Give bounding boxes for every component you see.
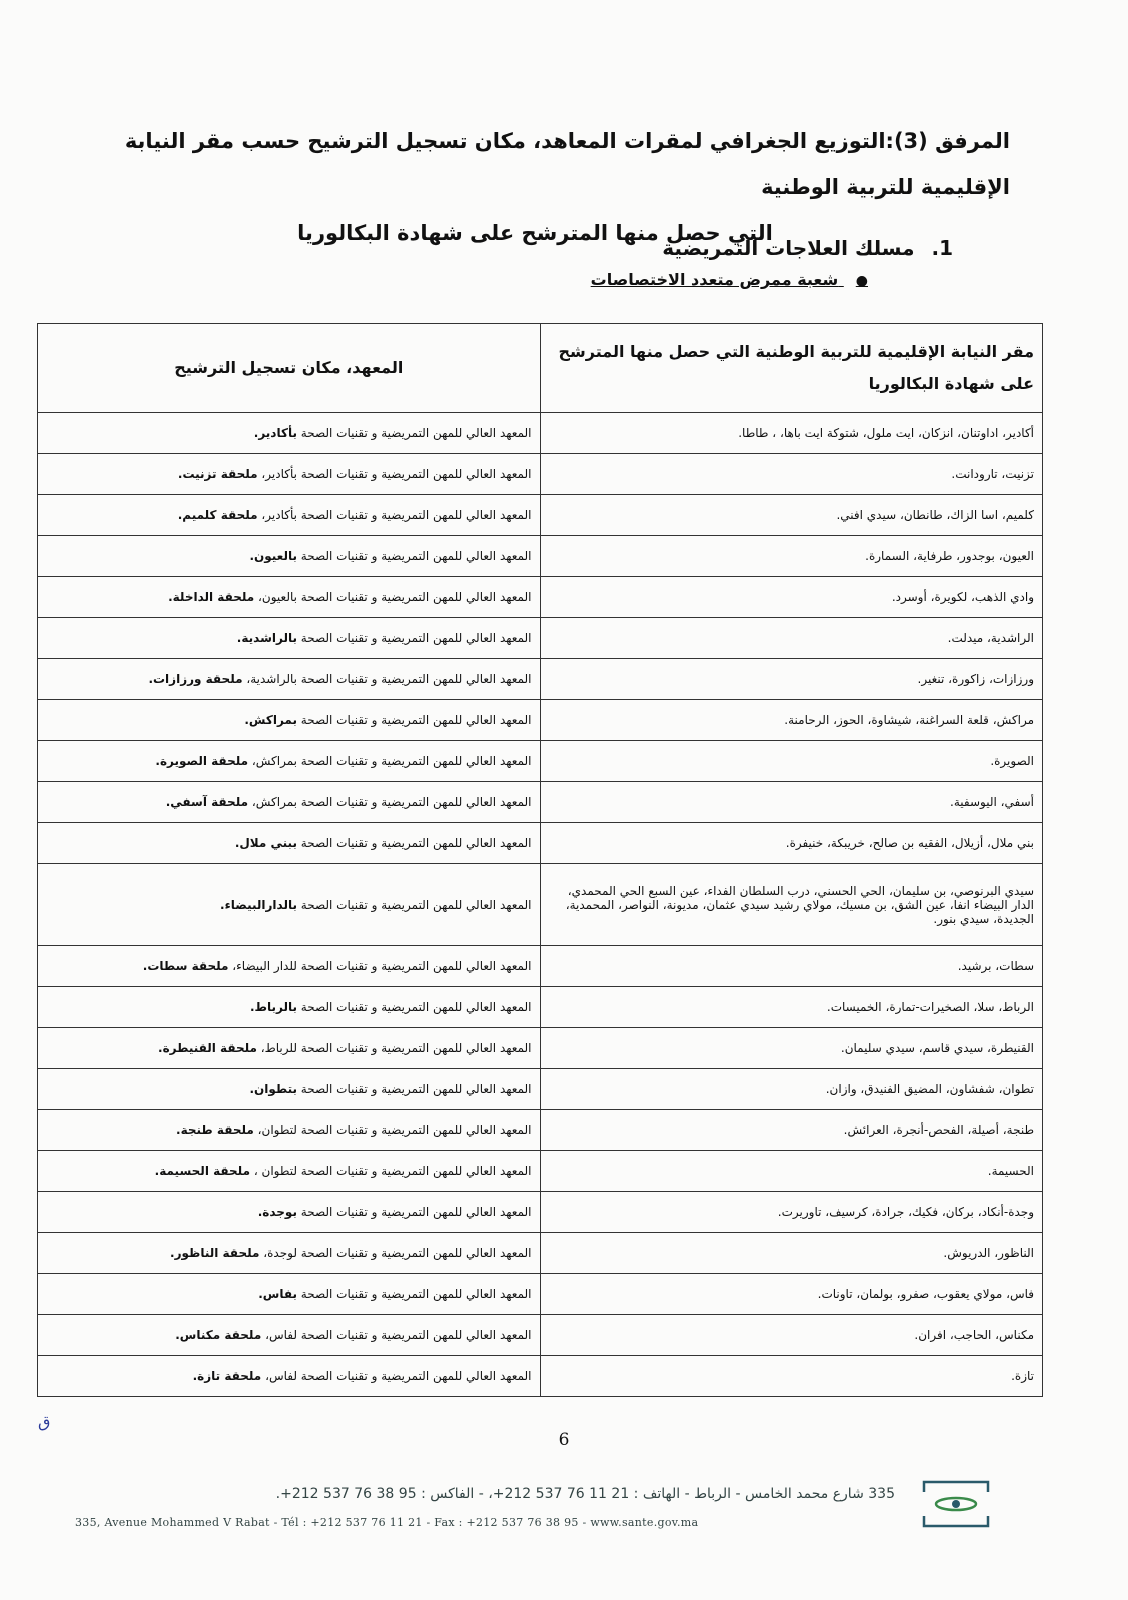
institute-cell (38, 1356, 541, 1397)
institute-name: المعهد العالي للمهن التمريضية و تقنيات الصحة (296, 836, 532, 850)
institute-name: المعهد العالي للمهن التمريضية و تقنيات الصحة (296, 426, 532, 440)
region-cell: تطوان، شفشاون، المضيق الفنيدق، وازان. (540, 1069, 1043, 1110)
table-row (38, 1110, 1043, 1151)
region-cell: بني ملال، أزيلال، الفقيه بن صالح، خريبكة، خنيفرة. (540, 823, 1043, 864)
institute-name: المعهد العالي للمهن التمريضية و تقنيات الصحة للدار البيضاء، (228, 959, 532, 973)
institute-cell (38, 864, 541, 946)
institute-location: بالراشدية. (236, 631, 297, 645)
institute-cell (38, 577, 541, 618)
institute-name: المعهد العالي للمهن التمريضية و تقنيات الصحة (296, 1082, 532, 1096)
region-cell: فاس، مولاي يعقوب، صفرو، بولمان، تاونات. (540, 1274, 1043, 1315)
institute-cell (38, 700, 541, 741)
institute-cell (38, 741, 541, 782)
institute-location: ببني ملال. (234, 836, 297, 850)
institute-cell (38, 946, 541, 987)
institute-cell (38, 1233, 541, 1274)
title-line-1: المرفق (3):التوزيع الجغرافي لمقرات المعاهد، مكان تسجيل الترشيح حسب مقر النيابة الإقليمية للتربية الوطنية (124, 129, 1010, 199)
table-row (38, 659, 1043, 700)
institute-location: ملحقة كلميم. (177, 508, 258, 522)
page-number: 6 (558, 1430, 570, 1450)
institute-cell (38, 495, 541, 536)
region-cell: سطات، برشيد. (540, 946, 1043, 987)
region-cell: أكادير، اداوتنان، انزكان، ايت ملول، شتوكة ايت باها، ، طاطا. (540, 413, 1043, 454)
table-row (38, 1069, 1043, 1110)
institute-name: المعهد العالي للمهن التمريضية و تقنيات الصحة (296, 1287, 532, 1301)
region-cell: وجدة-أنكاد، بركان، فكيك، جرادة، كرسيف، تاوريرت. (540, 1192, 1043, 1233)
institute-location: بتطوان. (249, 1082, 297, 1096)
institute-location: بالرباط. (249, 1000, 297, 1014)
institute-name: المعهد العالي للمهن التمريضية و تقنيات الصحة لتطوان، (253, 1123, 532, 1137)
region-cell: مكناس، الحاجب، افران. (540, 1315, 1043, 1356)
institute-cell (38, 1069, 541, 1110)
table-row (38, 782, 1043, 823)
footer-address-latin: 335, Avenue Mohammed V Rabat - Tél : +212 537 76 11 21 - Fax : +212 537 76 38 95 - www.sante.gov.ma (75, 1516, 699, 1529)
table-row (38, 454, 1043, 495)
region-cell: القنيطرة، سيدي قاسم، سيدي سليمان. (540, 1028, 1043, 1069)
institute-name: المعهد العالي للمهن التمريضية و تقنيات الصحة للرباط، (256, 1041, 532, 1055)
institute-location: ملحقة ورزازات. (148, 672, 243, 686)
institute-cell (38, 1151, 541, 1192)
institute-cell (38, 987, 541, 1028)
institute-location: ملحقة تزنيت. (177, 467, 258, 481)
subsection-heading (591, 270, 868, 289)
institute-cell (38, 413, 541, 454)
institute-name: المعهد العالي للمهن التمريضية و تقنيات الصحة (296, 1205, 532, 1219)
ministry-logo-icon (920, 1478, 992, 1530)
table-row (38, 987, 1043, 1028)
title-line-2: التي حصل منها المترشح على شهادة البكالوريا (297, 221, 773, 245)
institute-name: المعهد العالي للمهن التمريضية و تقنيات الصحة لفاس، (261, 1328, 532, 1342)
institute-location: بوجدة. (257, 1205, 297, 1219)
institute-name: المعهد العالي للمهن التمريضية و تقنيات الصحة بأكادير، (257, 467, 532, 481)
institute-name: المعهد العالي للمهن التمريضية و تقنيات الصحة بأكادير، (257, 508, 532, 522)
institute-location: بالدارالبيضاء. (220, 897, 297, 912)
table-row (38, 823, 1043, 864)
region-cell: طنجة، أصيلة، الفحص-أنجرة، العرائش. (540, 1110, 1043, 1151)
institute-name: المعهد العالي للمهن التمريضية و تقنيات الصحة بمراكش، (248, 795, 532, 809)
table-row (38, 1356, 1043, 1397)
institute-location: ملحقة الناظور. (170, 1246, 260, 1260)
institute-name: المعهد العالي للمهن التمريضية و تقنيات الصحة لتطوان ، (250, 1164, 532, 1178)
col-header-institute: المعهد، مكان تسجيل الترشيح (38, 324, 541, 413)
institute-cell (38, 454, 541, 495)
table-row (38, 536, 1043, 577)
institute-name: المعهد العالي للمهن التمريضية و تقنيات الصحة بمراكش، (248, 754, 532, 768)
institute-location: بفاس. (258, 1287, 297, 1301)
region-cell: الحسيمة. (540, 1151, 1043, 1192)
region-cell: أسفي، اليوسفية. (540, 782, 1043, 823)
region-cell: تازة. (540, 1356, 1043, 1397)
institute-name: المعهد العالي للمهن التمريضية و تقنيات الصحة (296, 897, 532, 912)
institute-name: المعهد العالي للمهن التمريضية و تقنيات الصحة لفاس، (261, 1369, 532, 1383)
institute-cell (38, 1315, 541, 1356)
institute-location: بمراكش. (244, 713, 297, 727)
section-heading (662, 236, 953, 260)
table-row (38, 413, 1043, 454)
table-row (38, 1028, 1043, 1069)
region-cell: ورزازات، زاكورة، تنغير. (540, 659, 1043, 700)
table-row (38, 495, 1043, 536)
region-cell: سيدي البرنوصي، بن سليمان، الحي الحسني، درب السلطان الفداء، عين السبع الحي المحمدي، الدار البيضاء انفا، عين الشق، بن مسيك، مولاي رشيد سيدي عثمان، مديونة، النواصر، المحمدية، الجديدة، سيدي بنور. (540, 864, 1043, 946)
table-row (38, 864, 1043, 946)
table-row (38, 618, 1043, 659)
region-cell: الصويرة. (540, 741, 1043, 782)
section-number: 1. (931, 236, 953, 260)
table-row (38, 1192, 1043, 1233)
institute-name: المعهد العالي للمهن التمريضية و تقنيات الصحة (296, 713, 532, 727)
table-row (38, 1233, 1043, 1274)
institute-cell (38, 782, 541, 823)
region-cell: مراكش، قلعة السراغنة، شيشاوة، الحوز، الرحامنة. (540, 700, 1043, 741)
region-cell: وادي الذهب، لكويرة، أوسرد. (540, 577, 1043, 618)
institute-location: ملحقة طنجة. (176, 1123, 254, 1137)
institute-cell (38, 1192, 541, 1233)
handwritten-mark: ق (38, 1412, 51, 1431)
table-row (38, 1151, 1043, 1192)
table-row (38, 577, 1043, 618)
region-cell: كلميم، اسا الزاك، طانطان، سيدي افني. (540, 495, 1043, 536)
institute-cell (38, 536, 541, 577)
institute-name: المعهد العالي للمهن التمريضية و تقنيات الصحة (296, 631, 532, 645)
table-row (38, 741, 1043, 782)
institute-location: ملحقة تازة. (192, 1369, 262, 1383)
institute-location: ملحقة آسفي. (165, 795, 249, 809)
institute-location: ملحقة القنيطرة. (158, 1041, 257, 1055)
institute-location: بالعيون. (249, 549, 297, 563)
region-cell: الرباط، سلا، الصخيرات-تمارة، الخميسات. (540, 987, 1043, 1028)
subsection-title: شعبة ممرض متعدد الاختصاصات (590, 270, 839, 289)
institute-name: المعهد العالي للمهن التمريضية و تقنيات الصحة بالراشدية، (242, 672, 532, 686)
institute-cell (38, 618, 541, 659)
institute-cell (38, 1274, 541, 1315)
institute-name: المعهد العالي للمهن التمريضية و تقنيات الصحة بالعيون، (254, 590, 532, 604)
table-row (38, 700, 1043, 741)
institute-location: ملحقة الحسيمة. (154, 1164, 250, 1178)
institute-cell (38, 1110, 541, 1151)
region-cell: الناظور، الدريوش. (540, 1233, 1043, 1274)
institute-cell (38, 659, 541, 700)
region-cell: العيون، بوجدور، طرفاية، السمارة. (540, 536, 1043, 577)
institute-name: المعهد العالي للمهن التمريضية و تقنيات الصحة لوجدة، (259, 1246, 532, 1260)
institute-cell (38, 823, 541, 864)
institute-location: ملحقة الصويرة. (155, 754, 249, 768)
institute-cell (38, 1028, 541, 1069)
institute-name: المعهد العالي للمهن التمريضية و تقنيات الصحة (296, 549, 532, 563)
table-row (38, 1315, 1043, 1356)
institute-location: ملحقة مكناس. (175, 1328, 262, 1342)
institute-location: بأكادير. (253, 426, 297, 440)
institute-location: ملحقة سطات. (142, 959, 229, 973)
institute-name: المعهد العالي للمهن التمريضية و تقنيات الصحة (296, 1000, 532, 1014)
footer-address-arabic: 335 شارع محمد الخامس - الرباط - الهاتف : 21 11 76 537 212+، - الفاكس : 95 38 76 537 212+. (275, 1486, 895, 1502)
table-row (38, 1274, 1043, 1315)
col-header-region: مقر النيابة الإقليمية للتربية الوطنية التي حصل منها المترشح على شهادة البكالوريا (540, 324, 1043, 413)
table-row (38, 946, 1043, 987)
institutes-table (37, 323, 1043, 1397)
region-cell: الراشدية، ميدلت. (540, 618, 1043, 659)
region-cell: تزنيت، تارودانت. (540, 454, 1043, 495)
bullet-icon: ● (855, 273, 868, 289)
institute-location: ملحقة الداخلة. (168, 590, 255, 604)
section-title: مسلك العلاجات التمريضية (662, 236, 915, 260)
